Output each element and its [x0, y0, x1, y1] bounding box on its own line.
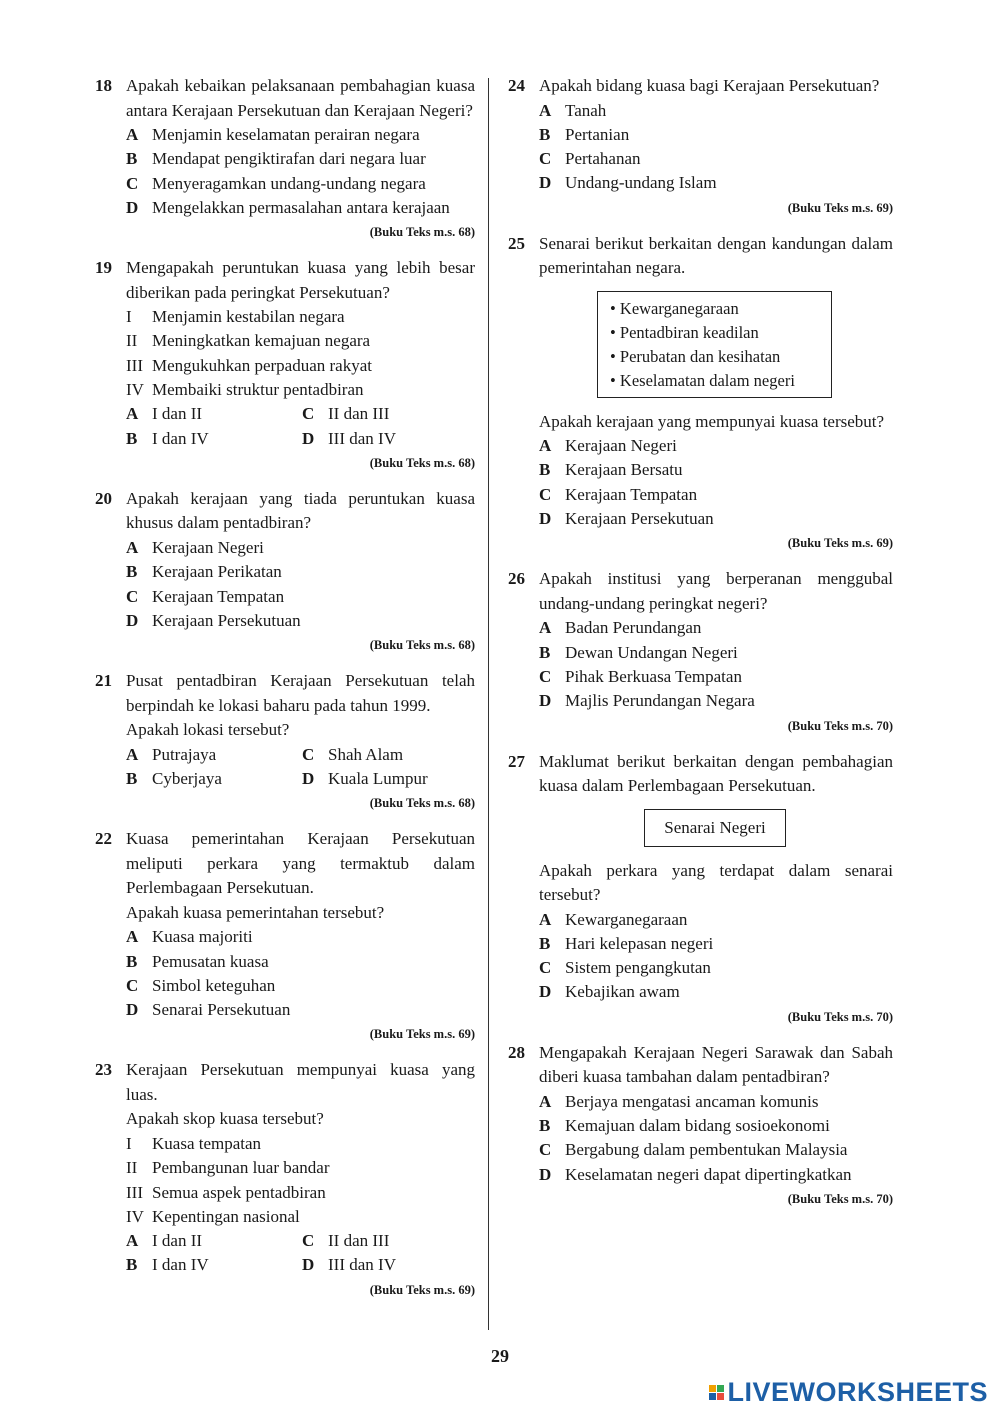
question-prompt: Apakah skop kuasa tersebut?: [126, 1109, 324, 1129]
option-letter: C: [539, 1140, 552, 1160]
option-text: Undang-undang Islam: [565, 173, 717, 193]
option-text: I dan IV: [152, 428, 209, 448]
option-b[interactable]: [539, 641, 893, 665]
statement-text: Kepentingan nasional: [152, 1206, 300, 1226]
statement-text: Menjamin kestabilan negara: [152, 307, 345, 327]
question-number: 26: [508, 569, 525, 589]
option-text: Bergabung dalam pembentukan Malaysia: [565, 1140, 848, 1160]
bullet-item: • Keselamatan dalam negeri: [610, 370, 795, 390]
option-letter: A: [126, 1231, 139, 1251]
option-d[interactable]: [302, 767, 475, 791]
option-text: Cyberjaya: [152, 768, 222, 788]
question-21: [95, 669, 475, 813]
option-d[interactable]: [539, 980, 893, 1004]
option-letter: D: [126, 197, 139, 217]
option-text: Kerajaan Bersatu: [565, 460, 683, 480]
liveworksheets-logo[interactable]: [709, 1377, 988, 1408]
option-text: Kuala Lumpur: [328, 768, 428, 788]
option-letter: B: [539, 1116, 551, 1136]
question-22: [95, 827, 475, 1044]
option-b[interactable]: [539, 932, 893, 956]
option-a[interactable]: [539, 434, 893, 458]
statement-text: Meningkatkan kemajuan negara: [152, 331, 371, 351]
textbook-reference: (Buku Teks m.s. 70): [787, 1191, 893, 1206]
option-letter: A: [539, 436, 552, 456]
option-text: Kerajaan Negeri: [152, 537, 264, 557]
option-text: Kerajaan Persekutuan: [152, 610, 301, 630]
option-c[interactable]: [539, 956, 893, 980]
option-text: I dan IV: [152, 1255, 209, 1275]
question-number: 20: [95, 488, 112, 508]
textbook-reference: (Buku Teks m.s. 69): [787, 200, 893, 215]
option-text: Simbol keteguhan: [152, 975, 276, 995]
option-c[interactable]: [539, 1138, 893, 1162]
option-text: Pertanian: [565, 124, 630, 144]
question-26: [508, 567, 893, 735]
option-a[interactable]: [126, 402, 302, 426]
option-letter: A: [126, 125, 139, 144]
logo-square: [709, 1385, 716, 1392]
question-prompt: Apakah perkara yang terdapat dalam senarai tersebut?: [539, 860, 893, 905]
question-prompt: Apakah kuasa pemerintahan tersebut?: [126, 902, 385, 922]
textbook-reference: (Buku Teks m.s. 68): [369, 225, 475, 240]
option-text: Sistem pengangkutan: [565, 958, 711, 978]
question-text: Apakah institusi yang berperanan menggubal undang-undang peringkat negeri?: [539, 569, 893, 613]
question-number: 25: [508, 233, 525, 253]
option-a[interactable]: [126, 925, 475, 949]
question-prompt: Apakah lokasi tersebut?: [126, 720, 290, 740]
option-letter: B: [126, 951, 138, 971]
option-text: II dan III: [328, 404, 390, 424]
roman-numeral: IV: [126, 380, 144, 400]
statement-text: Mengukuhkan perpaduan rakyat: [152, 355, 372, 375]
bullet-item: • Kewarganegaraan: [610, 298, 739, 318]
roman-numeral: I: [126, 307, 132, 327]
option-letter: D: [539, 691, 552, 711]
option-text: Pertahanan: [565, 149, 641, 169]
option-text: Kerajaan Persekutuan: [565, 509, 714, 529]
question-text: Apakah kebaikan pelaksanaan pembahagian kuasa antara Kerajaan Persekutuan dan Kerajaan Negeri?: [126, 76, 475, 120]
option-text: Kuasa majoriti: [152, 927, 253, 947]
question-23: [95, 1058, 475, 1299]
question-text: Apakah kerajaan yang tiada peruntukan kuasa khusus dalam pentadbiran?: [126, 488, 475, 533]
bullet-item: • Perubatan dan kesihatan: [610, 346, 781, 366]
option-d[interactable]: [539, 171, 893, 195]
option-text: Kemajuan dalam bidang sosioekonomi: [565, 1116, 830, 1136]
option-text: Mengelakkan permasalahan antara kerajaan: [152, 197, 450, 217]
option-letter: D: [126, 610, 139, 630]
bullet-item: • Pentadbiran keadilan: [610, 322, 759, 342]
question-number: 18: [95, 76, 112, 95]
logo-grid-icon: [709, 1385, 724, 1400]
option-c[interactable]: [539, 147, 893, 171]
textbook-reference: (Buku Teks m.s. 70): [787, 718, 893, 733]
option-c[interactable]: [126, 585, 475, 609]
option-letter: B: [126, 1255, 138, 1275]
question-text: Kerajaan Persekutuan mempunyai kuasa yang luas.: [126, 1060, 475, 1104]
option-c[interactable]: [126, 172, 475, 196]
question-27: [508, 750, 893, 1027]
option-letter: B: [539, 124, 551, 144]
option-letter: A: [126, 744, 139, 764]
question-20: [95, 487, 475, 655]
option-letter: D: [302, 1255, 315, 1275]
option-letter: C: [539, 958, 552, 978]
option-letter: C: [302, 404, 315, 424]
info-box: [597, 291, 832, 398]
option-a[interactable]: [126, 123, 475, 147]
option-b[interactable]: [539, 458, 893, 482]
question-text: Mengapakah peruntukan kuasa yang lebih besar diberikan pada peringkat Persekutuan?: [126, 258, 475, 302]
roman-numeral: II: [126, 1158, 138, 1178]
question-number: 24: [508, 76, 525, 95]
option-text: Menjamin keselamatan perairan negara: [152, 125, 420, 144]
option-text: Shah Alam: [328, 744, 404, 764]
option-d[interactable]: [302, 427, 475, 451]
option-b[interactable]: [126, 427, 302, 451]
question-18: [95, 74, 475, 242]
option-c[interactable]: [126, 974, 475, 998]
option-text: Kerajaan Tempatan: [152, 586, 285, 606]
option-letter: D: [539, 509, 552, 529]
option-letter: A: [539, 1091, 552, 1111]
info-box: Senarai Negeri: [644, 809, 786, 847]
statement-text: Semua aspek pentadbiran: [152, 1182, 326, 1202]
option-text: Kerajaan Negeri: [565, 436, 677, 456]
question-number: 23: [95, 1060, 112, 1080]
right-column: [508, 74, 893, 1223]
roman-numeral: IV: [126, 1206, 144, 1226]
option-letter: C: [539, 149, 552, 169]
question-text: Senarai berikut berkaitan dengan kandungan dalam pemerintahan negara.: [539, 233, 893, 278]
textbook-reference: (Buku Teks m.s. 68): [369, 455, 475, 470]
option-a[interactable]: [126, 1229, 302, 1253]
option-c[interactable]: [302, 402, 475, 426]
question-number: 27: [508, 751, 525, 771]
option-text: Pemusatan kuasa: [152, 951, 269, 971]
textbook-reference: (Buku Teks m.s. 70): [787, 1009, 893, 1024]
option-b[interactable]: [126, 560, 475, 584]
option-letter: D: [539, 982, 552, 1002]
textbook-reference: (Buku Teks m.s. 68): [369, 638, 475, 653]
question-28: [508, 1041, 893, 1209]
option-text: I dan II: [152, 404, 203, 424]
option-text: Keselamatan negeri dapat dipertingkatkan: [565, 1164, 852, 1184]
question-text: Maklumat berikut berkaitan dengan pembahagian kuasa dalam Perlembagaan Persekutuan.: [539, 751, 893, 796]
option-letter: A: [126, 404, 139, 424]
option-text: Pihak Berkuasa Tempatan: [565, 666, 742, 686]
option-text: Majlis Perundangan Negara: [565, 691, 755, 711]
question-number: 28: [508, 1042, 525, 1062]
question-number: 19: [95, 258, 112, 278]
option-a[interactable]: [539, 1090, 893, 1114]
option-letter: A: [539, 618, 552, 638]
option-letter: A: [539, 100, 552, 120]
option-letter: C: [126, 975, 139, 995]
statement-text: Kuasa tempatan: [152, 1133, 262, 1153]
textbook-reference: (Buku Teks m.s. 68): [369, 796, 475, 811]
option-c[interactable]: [539, 483, 893, 507]
question-25: [508, 232, 893, 554]
options-grid: [126, 402, 475, 451]
option-letter: C: [302, 744, 315, 764]
statement-iv: [126, 1205, 475, 1229]
option-text: Putrajaya: [152, 744, 217, 764]
option-d[interactable]: [539, 689, 893, 713]
question-prompt: Apakah kerajaan yang mempunyai kuasa tersebut?: [539, 411, 885, 431]
logo-square: [717, 1385, 724, 1392]
option-d[interactable]: [539, 1163, 893, 1187]
option-text: Berjaya mengatasi ancaman komunis: [565, 1091, 819, 1111]
option-text: Senarai Persekutuan: [152, 1000, 291, 1020]
logo-square: [709, 1393, 716, 1400]
option-a[interactable]: [539, 616, 893, 640]
option-b[interactable]: [539, 123, 893, 147]
textbook-reference: (Buku Teks m.s. 69): [369, 1282, 475, 1297]
brand-text: LIVEWORKSHEETS: [727, 1377, 988, 1407]
option-a[interactable]: [539, 99, 893, 123]
statement-iv: [126, 378, 475, 402]
question-24: [508, 74, 893, 218]
option-letter: B: [539, 933, 551, 953]
option-letter: C: [126, 173, 139, 193]
option-text: Badan Perundangan: [565, 618, 702, 638]
option-letter: D: [302, 428, 315, 448]
option-b[interactable]: [126, 950, 475, 974]
option-text: II dan III: [328, 1231, 390, 1251]
textbook-reference: (Buku Teks m.s. 69): [787, 536, 893, 551]
option-text: Mendapat pengiktirafan dari negara luar: [152, 149, 426, 169]
option-text: Kerajaan Perikatan: [152, 562, 282, 582]
option-c[interactable]: [302, 1229, 475, 1253]
option-b[interactable]: [126, 147, 475, 171]
logo-square: [717, 1393, 724, 1400]
option-b[interactable]: [126, 1253, 302, 1277]
option-letter: B: [539, 642, 551, 662]
option-letter: C: [539, 484, 552, 504]
option-letter: A: [126, 537, 139, 557]
question-text: Apakah bidang kuasa bagi Kerajaan Persekutuan?: [539, 76, 880, 95]
option-a[interactable]: [126, 743, 302, 767]
statement-iii: [126, 354, 475, 378]
statement-i: [126, 1132, 475, 1156]
option-text: Kebajikan awam: [565, 982, 680, 1002]
left-column: [95, 74, 475, 1314]
option-letter: D: [539, 1164, 552, 1184]
option-letter: C: [126, 586, 139, 606]
option-letter: B: [126, 149, 138, 169]
statement-text: Membaiki struktur pentadbiran: [152, 380, 364, 400]
option-letter: B: [126, 428, 138, 448]
question-text: Mengapakah Kerajaan Negeri Sarawak dan Sabah diberi kuasa tambahan dalam pentadbiran?: [539, 1042, 893, 1087]
option-letter: B: [539, 460, 551, 480]
option-letter: B: [126, 562, 138, 582]
option-d[interactable]: [539, 507, 893, 531]
page-number: 29: [491, 1346, 509, 1366]
option-text: Hari kelepasan negeri: [565, 933, 714, 953]
options-grid: [126, 743, 475, 792]
statement-iii: [126, 1181, 475, 1205]
roman-numeral: II: [126, 331, 138, 351]
option-d[interactable]: [126, 998, 475, 1022]
roman-numeral: I: [126, 1133, 132, 1153]
option-b[interactable]: [539, 1114, 893, 1138]
option-d[interactable]: [126, 609, 475, 633]
option-c[interactable]: [539, 665, 893, 689]
statement-ii: [126, 329, 475, 353]
option-letter: B: [126, 768, 138, 788]
option-text: Kerajaan Tempatan: [565, 484, 698, 504]
option-text: III dan IV: [328, 1255, 396, 1275]
roman-numeral: III: [126, 1182, 143, 1202]
option-letter: C: [302, 1231, 315, 1251]
roman-numeral: III: [126, 355, 143, 375]
option-letter: C: [539, 666, 552, 686]
question-text: Pusat pentadbiran Kerajaan Persekutuan telah berpindah ke lokasi baharu pada tahun 1999.: [126, 671, 475, 715]
option-b[interactable]: [126, 767, 302, 791]
option-letter: A: [539, 909, 552, 929]
option-letter: D: [126, 1000, 139, 1020]
column-divider: [488, 78, 489, 1330]
option-c[interactable]: [302, 743, 475, 767]
option-text: Kewarganegaraan: [565, 909, 688, 929]
option-d[interactable]: [126, 196, 475, 220]
question-19: [95, 256, 475, 473]
option-d[interactable]: [302, 1253, 475, 1277]
textbook-reference: (Buku Teks m.s. 69): [369, 1027, 475, 1042]
option-text: III dan IV: [328, 428, 396, 448]
option-letter: D: [302, 768, 315, 788]
options-grid: [126, 1229, 475, 1278]
option-a[interactable]: [126, 536, 475, 560]
question-number: 21: [95, 671, 112, 691]
question-number: 22: [95, 829, 112, 849]
option-text: I dan II: [152, 1231, 203, 1251]
statement-ii: [126, 1156, 475, 1180]
option-text: Tanah: [565, 100, 607, 120]
option-letter: D: [539, 173, 552, 193]
statement-i: [126, 305, 475, 329]
option-text: Dewan Undangan Negeri: [565, 642, 738, 662]
question-text: Kuasa pemerintahan Kerajaan Persekutuan meliputi perkara yang termaktub dalam Perlembagaan Persekutuan.: [126, 829, 475, 898]
option-a[interactable]: [539, 908, 893, 932]
statement-text: Pembangunan luar bandar: [152, 1158, 330, 1178]
option-text: Menyeragamkan undang-undang negara: [152, 173, 426, 193]
option-letter: A: [126, 927, 139, 947]
